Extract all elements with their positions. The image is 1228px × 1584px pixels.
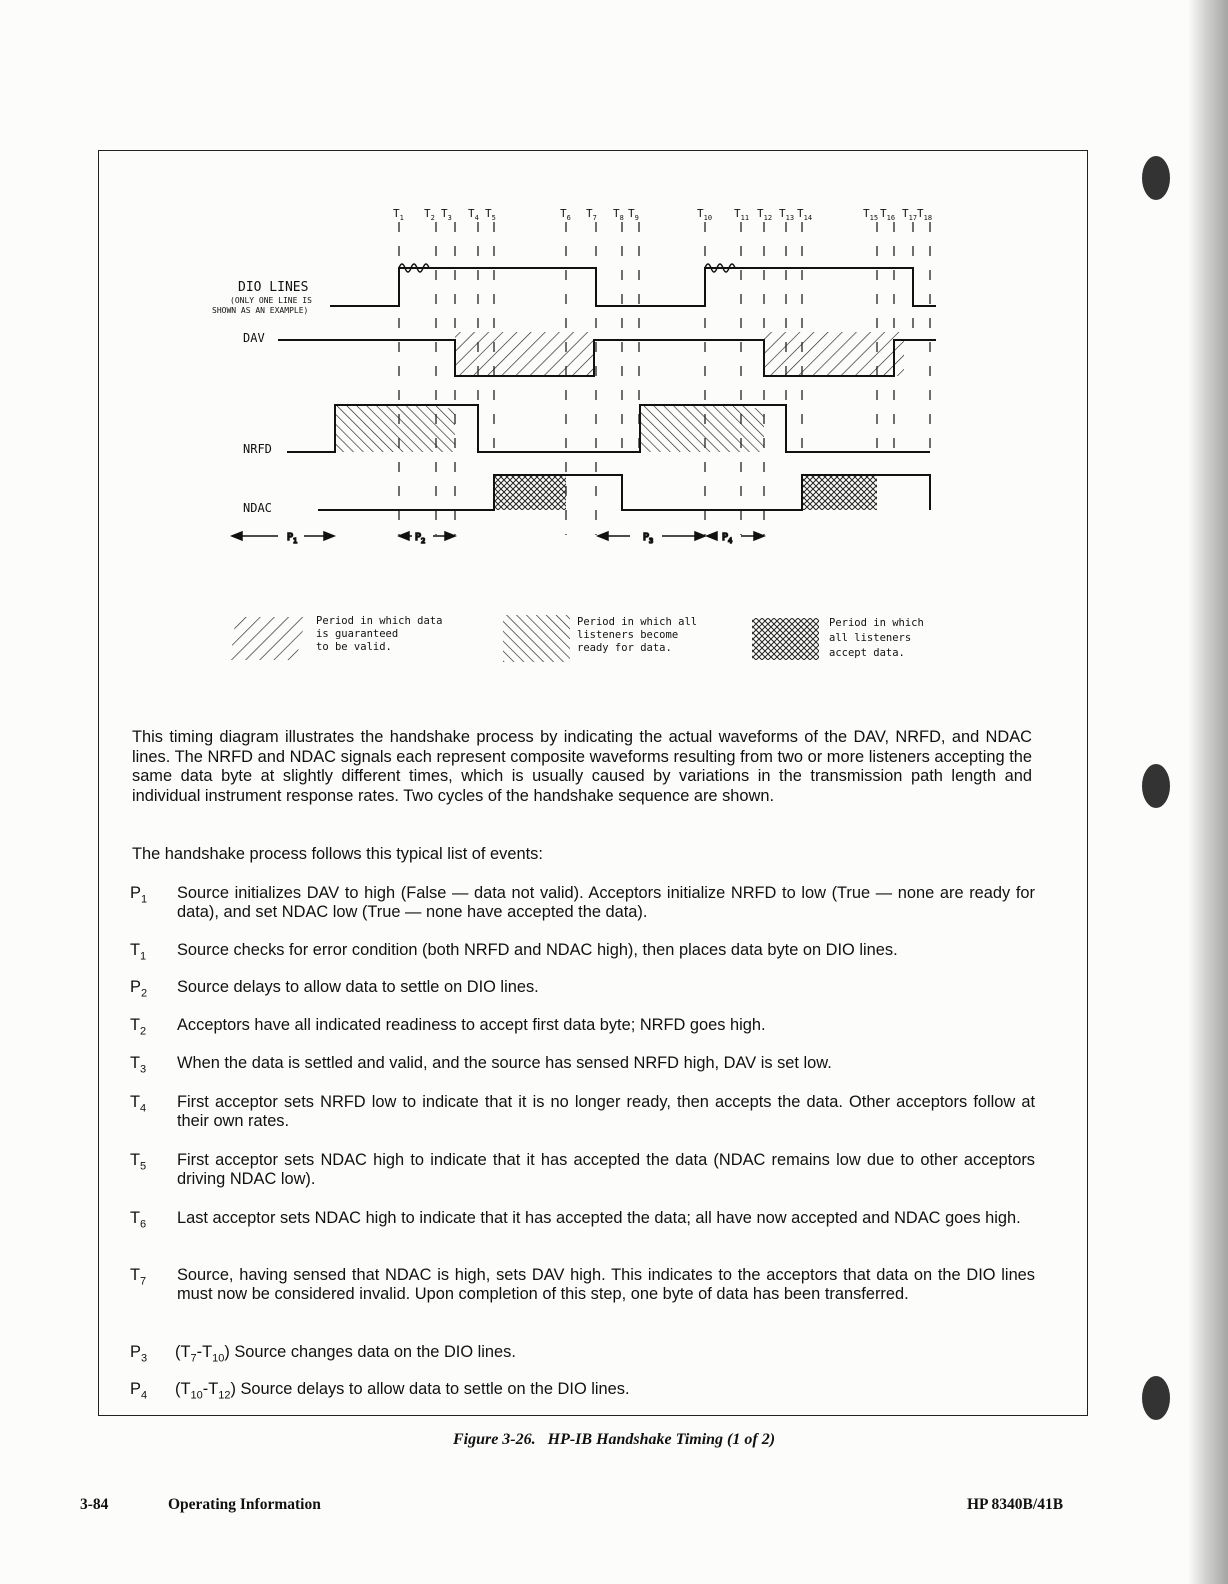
event-label: $T_3$ (130, 1054, 147, 1076)
time-mark: $T_{13}$ (779, 207, 795, 222)
period-label: $P_1$ (287, 532, 298, 545)
time-mark: $T_4$ (468, 207, 479, 222)
event-text: Source checks for error condition (both NRFD and NDAC high), then places data byte on DIO lines. (177, 941, 898, 959)
event-item (130, 1343, 1035, 1368)
section-title: Operating Information (168, 1496, 321, 1513)
binder-hole (1142, 764, 1170, 808)
time-mark: $T_{18}$ (917, 207, 933, 222)
figure-caption: Figure 3-26. HP-IB Handshake Timing (1 of 2) (452, 1431, 776, 1448)
event-label: $T_4$ (130, 1093, 147, 1115)
event-item (130, 1016, 1035, 1038)
page-number: 3-84 (80, 1496, 109, 1513)
event-text: $(T_7-T_{10})$ Source changes data on the DIO lines. (175, 1343, 516, 1365)
legend-text: ready for data. (577, 642, 672, 654)
legend-text: Period in which (829, 617, 924, 629)
time-mark: $T_3$ (441, 207, 452, 222)
model-number: HP 8340B/41B (967, 1496, 1064, 1513)
legend-valid-swatch (230, 617, 306, 660)
event-label: $T_6$ (130, 1209, 147, 1231)
event-text: When the data is settled and valid, and the source has sensed NRFD high, DAV is set low. (177, 1054, 832, 1072)
event-item (130, 1093, 1035, 1131)
legend-text: accept data. (829, 647, 905, 659)
event-label: $P_2$ (130, 978, 148, 1000)
legend-text: all listeners (829, 632, 912, 644)
legend-accept-swatch (752, 618, 819, 660)
dav-label: DAV (243, 331, 265, 345)
event-text: Acceptors have all indicated readiness to accept first data byte; NRFD goes high. (177, 1016, 766, 1034)
event-label: $T_5$ (130, 1151, 147, 1173)
event-text: Source delays to allow data to settle on DIO lines. (177, 978, 539, 996)
event-label: $P_3$ (130, 1343, 148, 1365)
time-mark: $T_{15}$ (863, 207, 879, 222)
time-mark: $T_{14}$ (797, 207, 813, 222)
event-item (130, 1054, 1035, 1076)
dio-waveform (330, 268, 936, 306)
period-label: $P_2$ (415, 532, 426, 545)
event-label: $T_1$ (130, 941, 147, 963)
event-item (130, 1380, 1035, 1405)
event-item (130, 1266, 1035, 1304)
event-item (130, 884, 1035, 922)
event-item (130, 1151, 1035, 1189)
event-label: $T_7$ (130, 1266, 147, 1288)
time-mark: $T_7$ (586, 207, 597, 222)
legend-text: listeners become (577, 629, 679, 641)
time-mark: $T_{17}$ (902, 207, 918, 222)
event-label: $P_4$ (130, 1380, 148, 1402)
intro-paragraph: This timing diagram illustrates the handshake process by indicating the actual waveforms of the DAV, NRFD, and NDAC lines. The NRFD and NDAC signals each represent composite waveforms resulting from two or more listeners accepting the same data byte at slightly different times, which is usually caused by variations in the transmission path length and individual instrument response rates. Two cycles of the handshake sequence are shown. (132, 728, 1032, 805)
time-mark: $T_6$ (560, 207, 571, 222)
dio-note-1: (ONLY ONE LINE IS (230, 296, 312, 305)
event-text: Source initializes DAV to high (False — data not valid). Acceptors initialize NRFD to low (True — none are ready for data), and set NDAC low (True — none have accepted the data). (177, 884, 1035, 921)
period-label: $P_4$ (722, 532, 733, 545)
time-mark: $T_{12}$ (757, 207, 773, 222)
event-text: First acceptor sets NDAC high to indicate that it has accepted the data (NDAC remains low due to other acceptors driving NDAC low). (177, 1151, 1035, 1188)
ndac-label: NDAC (243, 501, 272, 515)
event-text: Source, having sensed that NDAC is high, sets DAV high. This indicates to the acceptors that data on the DIO lines must now be considered invalid. Upon completion of this step, one byte of data has been transferred. (177, 1266, 1035, 1303)
binder-hole (1142, 156, 1170, 200)
binder-hole (1142, 1376, 1170, 1420)
time-mark: $T_9$ (628, 207, 639, 222)
event-text: Last acceptor sets NDAC high to indicate that it has accepted the data; all have now accepted and NDAC goes high. (177, 1209, 1021, 1227)
legend-text: Period in which all (577, 616, 698, 628)
scan-edge-shadow (1188, 0, 1228, 1584)
time-mark: $T_5$ (485, 207, 496, 222)
time-mark: $T_{16}$ (880, 207, 896, 222)
event-label: $T_2$ (130, 1016, 147, 1038)
event-text: First acceptor sets NRFD low to indicate that it is no longer ready, then accepts the data. Other acceptors follow at their own rates. (177, 1093, 1035, 1130)
event-text: $(T_{10}-T_{12})$ Source delays to allow data to settle on the DIO lines. (175, 1380, 630, 1402)
dio-note-2: SHOWN AS AN EXAMPLE) (212, 306, 309, 315)
time-mark: $T_8$ (613, 207, 624, 222)
dio-label: DIO LINES (238, 280, 309, 295)
event-item (130, 1209, 1035, 1231)
legend-ready-swatch (503, 615, 570, 662)
event-item (130, 941, 1035, 963)
time-mark: $T_1$ (393, 207, 404, 222)
timing-diagram (0, 0, 1228, 700)
legend-text: Period in which data (316, 615, 443, 627)
events-lead: The handshake process follows this typical list of events: (132, 845, 543, 863)
nrfd-label: NRFD (243, 442, 272, 456)
legend-text: is guaranteed (316, 628, 399, 640)
period-label: $P_3$ (643, 532, 654, 545)
time-mark: $T_{10}$ (697, 207, 713, 222)
event-item (130, 978, 1035, 1000)
time-mark: $T_2$ (424, 207, 435, 222)
legend-text: to be valid. (316, 641, 392, 653)
event-label: $P_1$ (130, 884, 148, 906)
time-mark: $T_{11}$ (734, 207, 750, 222)
